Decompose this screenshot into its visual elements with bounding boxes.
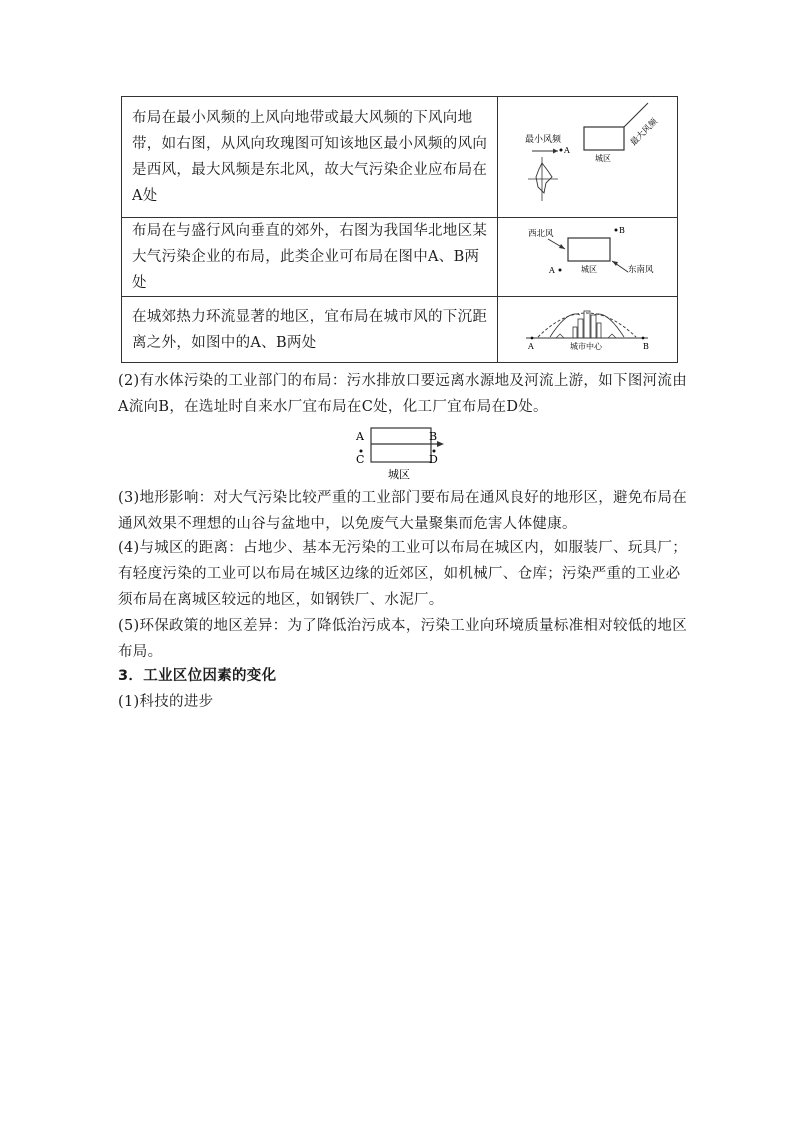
river-label-d: D [429, 453, 438, 466]
heat-island-figure [498, 297, 677, 358]
city-center-label: 城市中心 [570, 342, 602, 351]
paragraph-policy: (5)环保政策的地区差异：为了降低治污成本，污染工业向环境质量标准相对较低的地区布局。 [118, 618, 688, 660]
paragraph-distance: (4)与城区的距离：占地少、基本无污染的工业可以布局在城区内，如服装厂、玩具厂；有轻度污染的工业可以布局在城区边缘的近郊区，如机械厂、仓库；污染严重的工业必须布局在离城区较远的地区，如钢铁厂、水泥厂。 [118, 540, 688, 608]
table-cell-figure [498, 218, 678, 297]
river-city-label: 城区 [388, 468, 410, 481]
city-label: 城区 [595, 154, 611, 163]
table-cell-figure [498, 297, 678, 363]
table-cell-text: 布局在与盛行风向垂直的郊外，右图为我国华北地区某大气污染企业的布局，此类企业可布局在图中A、B两处 [122, 218, 498, 297]
table-row [122, 97, 678, 218]
river-label-b: B [429, 430, 438, 443]
max-wind-label: 最大风频 [628, 116, 660, 148]
table-cell-text: 在城郊热力环流显著的地区，宜布局在城市风的下沉距离之外，如图中的A、B两处 [122, 297, 498, 363]
nw-wind-label: 西北风 [528, 229, 554, 239]
label-b: B [619, 226, 625, 235]
label-b: B [643, 342, 649, 351]
table-cell-text: 布局在最小风频的上风向地带或最大风频的下风向地带，如右图，从风向玫瑰图可知该地区最小风频的风向是西风，最大风频是东北风，故大气污染企业应布局在A处 [122, 97, 498, 218]
section-heading: 3．工业区位因素的变化 [118, 668, 277, 684]
river-label-c: C [356, 453, 365, 466]
location-table [121, 96, 678, 363]
river-figure [344, 426, 454, 482]
paragraph-water-pollution: (2)有水体污染的工业部门的布局：污水排放口要远离水源地及河流上游，如下图河流由A流向B，在选址时自来水厂宜布局在C处，化工厂宜布局在D处。 [118, 373, 688, 415]
table-row [122, 297, 678, 363]
prevailing-wind-figure [498, 222, 677, 288]
table-cell-figure [498, 97, 678, 218]
min-wind-label: 最小风频 [525, 135, 562, 145]
wind-rose-figure [498, 97, 677, 213]
table-row [122, 218, 678, 297]
city-label: 城区 [581, 265, 597, 274]
label-a: A [528, 342, 534, 351]
river-label-a: A [356, 430, 364, 443]
paragraph-technology: (1)科技的进步 [118, 694, 214, 710]
label-a: A [549, 266, 555, 275]
se-wind-label: 东南风 [628, 265, 654, 275]
label-a: A [564, 146, 570, 155]
paragraph-terrain: (3)地形影响：对大气污染比较严重的工业部门要布局在通风良好的地形区，避免布局在通风效果不理想的山谷与盆地中，以免废气大量聚集而危害人体健康。 [118, 490, 688, 532]
